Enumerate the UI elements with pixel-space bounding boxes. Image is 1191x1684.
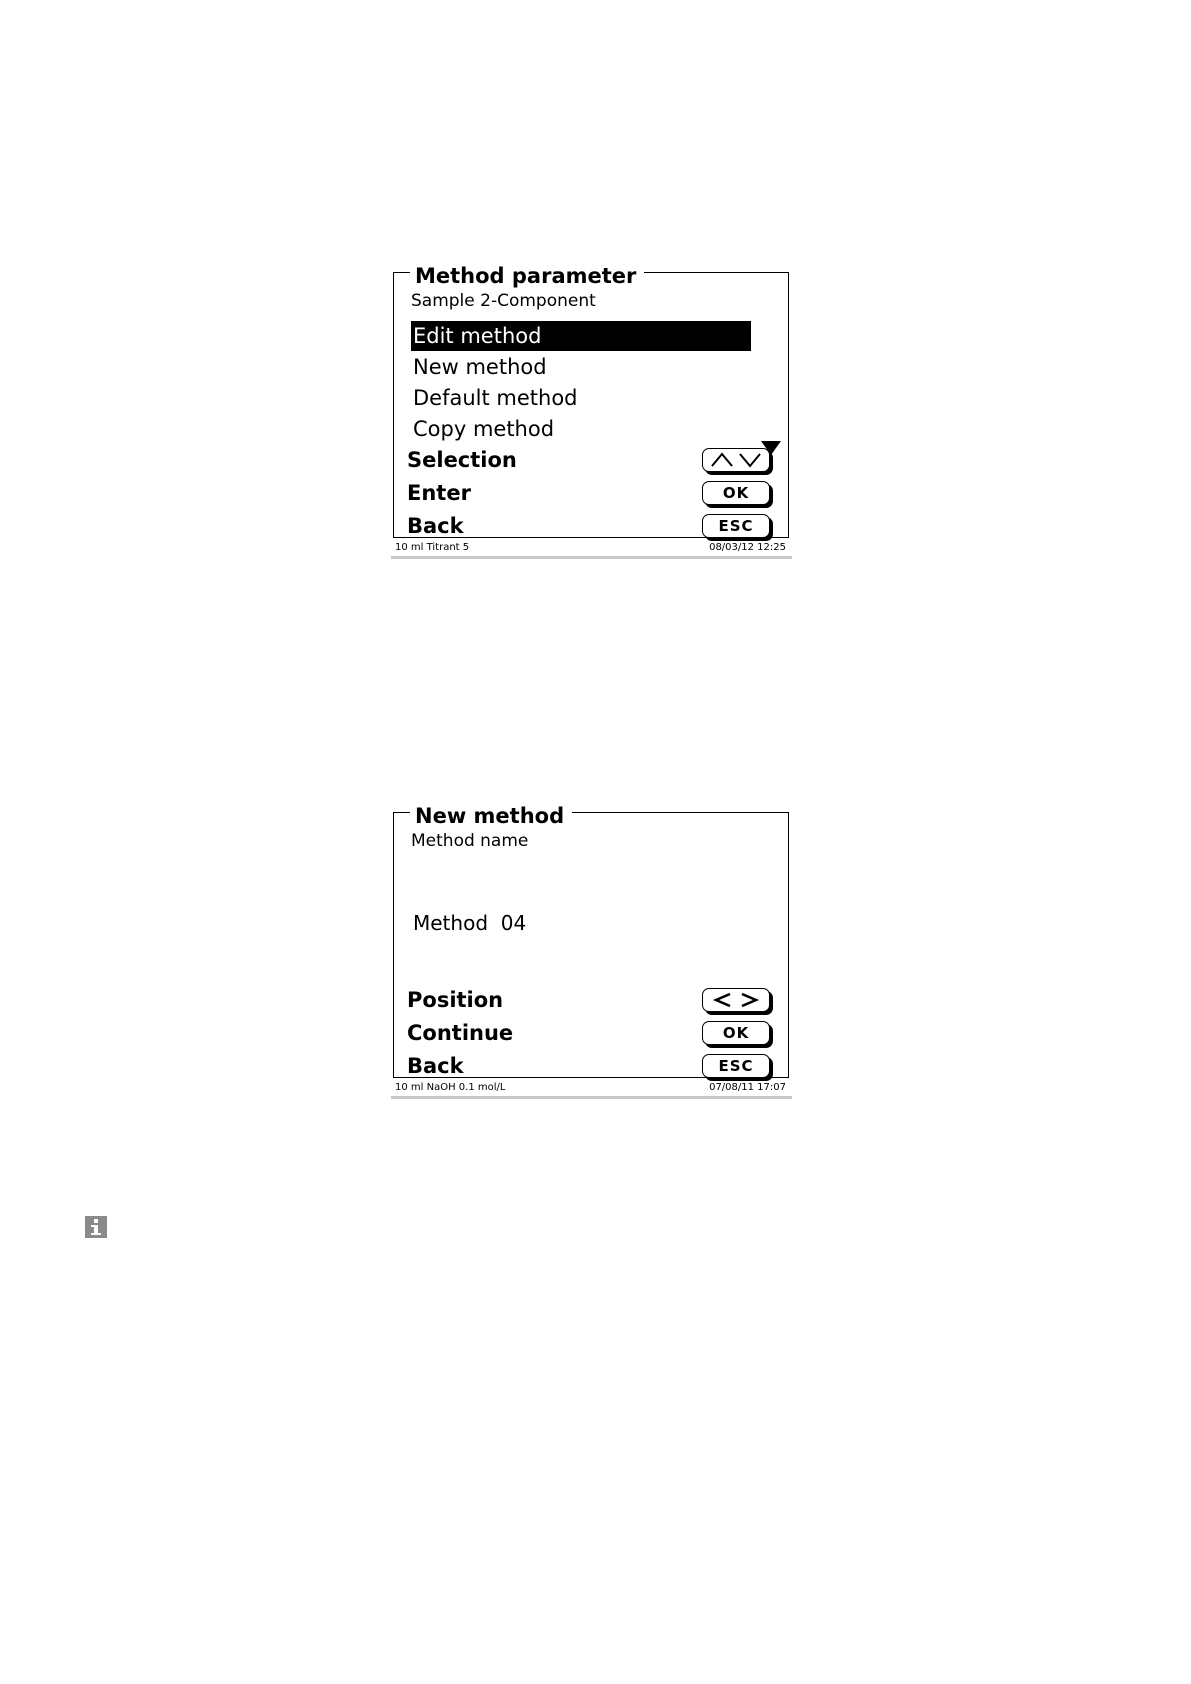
- screen-frame: [393, 804, 789, 1078]
- screen-subtitle: Sample 2-Component: [411, 291, 596, 311]
- info-icon-base: [91, 1233, 101, 1235]
- status-titrant: 10 ml Titrant 5: [395, 542, 470, 553]
- back-label: Back: [407, 514, 464, 538]
- enter-label: Enter: [407, 481, 471, 505]
- selection-label: Selection: [407, 448, 517, 472]
- up-down-key[interactable]: [702, 448, 770, 472]
- position-label: Position: [407, 988, 504, 1012]
- back-label: Back: [407, 1054, 464, 1078]
- info-icon: [85, 1216, 107, 1238]
- menu-item-copy-method[interactable]: Copy method: [413, 417, 555, 441]
- status-datetime: 07/08/11 17:07: [709, 1082, 786, 1093]
- method-name-field[interactable]: Method 04: [413, 911, 527, 935]
- status-titrant: 10 ml NaOH 0.1 mol/L: [395, 1082, 506, 1093]
- screen-subtitle: Method name: [411, 831, 529, 851]
- left-right-key[interactable]: [702, 988, 770, 1012]
- esc-key[interactable]: ESC: [702, 1054, 770, 1078]
- status-bar: [391, 542, 792, 559]
- ok-key[interactable]: OK: [702, 481, 770, 505]
- status-bar: [391, 1082, 792, 1099]
- menu-item-edit-method[interactable]: Edit method: [411, 321, 751, 351]
- menu-item-default-method[interactable]: Default method: [413, 386, 578, 410]
- ok-key[interactable]: OK: [702, 1021, 770, 1045]
- continue-label: Continue: [407, 1021, 514, 1045]
- info-icon-dot: [94, 1219, 98, 1223]
- esc-key[interactable]: ESC: [702, 514, 770, 538]
- left-right-arrows-icon: [708, 991, 764, 1009]
- status-datetime: 08/03/12 12:25: [709, 542, 786, 553]
- new-method-screen: [391, 804, 792, 1096]
- up-down-arrows-icon: [708, 451, 764, 469]
- menu-item-new-method[interactable]: New method: [413, 355, 547, 379]
- method-parameter-screen: [391, 264, 792, 556]
- screen-title: Method parameter: [410, 265, 644, 287]
- screen-title: New method: [410, 805, 572, 827]
- screen-frame: [393, 264, 789, 538]
